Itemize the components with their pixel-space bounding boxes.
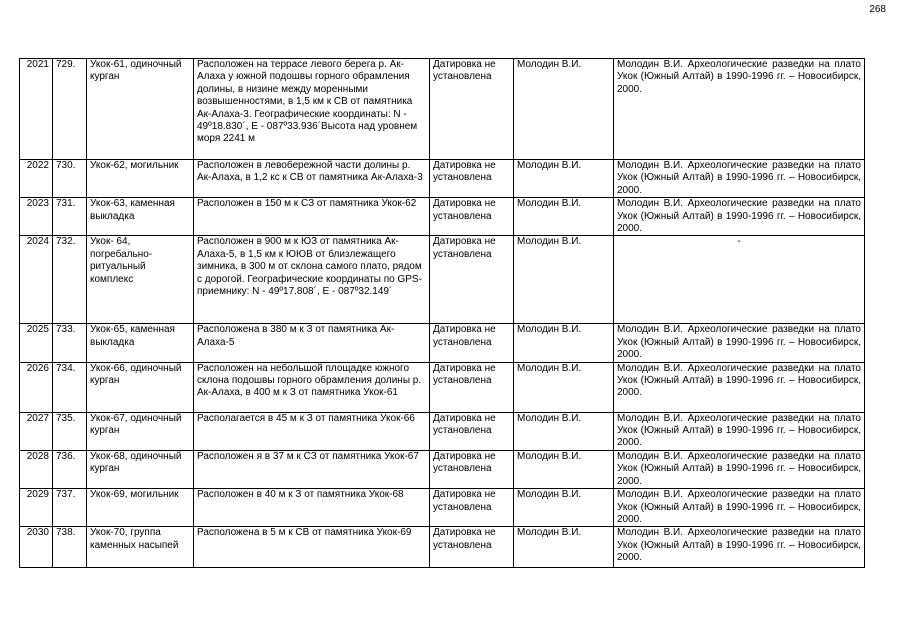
- registry-number: 2028: [20, 450, 53, 488]
- registry-number: 2027: [20, 412, 53, 450]
- monument-name: Укок-69, могильник: [87, 489, 194, 527]
- monument-source: Молодин В.И. Археологические разведки на плато Укок (Южный Алтай) в 1990-1996 гг. – Новосибирск, 2000.: [614, 324, 865, 362]
- monuments-table: [19, 58, 865, 568]
- monument-dating: Датировка не установлена: [430, 236, 514, 324]
- monument-name: Укок-70, группа каменных насыпей: [87, 527, 194, 568]
- table-row: [20, 160, 865, 198]
- monument-source: Молодин В.И. Археологические разведки на плато Укок (Южный Алтай) в 1990-1996 гг. – Новосибирск, 2000.: [614, 59, 865, 160]
- registry-number: 2022: [20, 160, 53, 198]
- monument-author: Молодин В.И.: [514, 450, 614, 488]
- monument-source: Молодин В.И. Археологические разведки на плато Укок (Южный Алтай) в 1990-1996 гг. – Новосибирск, 2000.: [614, 362, 865, 412]
- item-index: 735.: [53, 412, 87, 450]
- monument-author: Молодин В.И.: [514, 324, 614, 362]
- monument-name: Укок-66, одиночный курган: [87, 362, 194, 412]
- monument-location: Расположен я в 37 м к СЗ от памятника Укок-67: [194, 450, 430, 488]
- monument-source: Молодин В.И. Археологические разведки на плато Укок (Южный Алтай) в 1990-1996 гг. – Новосибирск, 2000.: [614, 450, 865, 488]
- table-row: [20, 324, 865, 362]
- monument-dating: Датировка не установлена: [430, 527, 514, 568]
- monument-source: Молодин В.И. Археологические разведки на плато Укок (Южный Алтай) в 1990-1996 гг. – Новосибирск, 2000.: [614, 489, 865, 527]
- monument-location: Расположена в 380 м к З от памятника Ак-Алаха-5: [194, 324, 430, 362]
- item-index: 734.: [53, 362, 87, 412]
- table-row: [20, 450, 865, 488]
- empty-source-dash: -: [737, 236, 741, 248]
- monument-source: Молодин В.И. Археологические разведки на плато Укок (Южный Алтай) в 1990-1996 гг. – Новосибирск, 2000.: [614, 160, 865, 198]
- item-index: 738.: [53, 527, 87, 568]
- table-row: [20, 236, 865, 324]
- monument-author: Молодин В.И.: [514, 412, 614, 450]
- monument-source: [614, 236, 865, 324]
- table-row: [20, 489, 865, 527]
- table-row: [20, 59, 865, 160]
- table-row: [20, 362, 865, 412]
- monument-author: Молодин В.И.: [514, 489, 614, 527]
- item-index: 731.: [53, 198, 87, 236]
- monument-location: Расположена в 5 м к СВ от памятника Укок-69: [194, 527, 430, 568]
- registry-number: 2026: [20, 362, 53, 412]
- registry-number: 2023: [20, 198, 53, 236]
- registry-number: 2030: [20, 527, 53, 568]
- monument-name: Укок-65, каменная выкладка: [87, 324, 194, 362]
- monument-name: Укок-63, каменная выкладка: [87, 198, 194, 236]
- monument-dating: Датировка не установлена: [430, 59, 514, 160]
- monument-dating: Датировка не установлена: [430, 198, 514, 236]
- monument-dating: Датировка не установлена: [430, 412, 514, 450]
- monument-location: Расположен на небольшой площадке южного склона подошвы горного обрамления долины р. Ак-Алаха, в 400 м к З от памятника Укок-61: [194, 362, 430, 412]
- item-index: 736.: [53, 450, 87, 488]
- monument-name: Укок-61, одиночный курган: [87, 59, 194, 160]
- table-row: [20, 198, 865, 236]
- registry-number: 2021: [20, 59, 53, 160]
- monument-author: Молодин В.И.: [514, 198, 614, 236]
- monument-source: Молодин В.И. Археологические разведки на плато Укок (Южный Алтай) в 1990-1996 гг. – Новосибирск, 2000.: [614, 527, 865, 568]
- item-index: 732.: [53, 236, 87, 324]
- item-index: 733.: [53, 324, 87, 362]
- monument-location: Расположен в 40 м к З от памятника Укок-68: [194, 489, 430, 527]
- monument-author: Молодин В.И.: [514, 362, 614, 412]
- monument-dating: Датировка не установлена: [430, 324, 514, 362]
- item-index: 729.: [53, 59, 87, 160]
- table-row: [20, 527, 865, 568]
- monument-name: Укок-67, одиночный курган: [87, 412, 194, 450]
- monument-location: Расположен в 150 м к СЗ от памятника Укок-62: [194, 198, 430, 236]
- registry-number: 2029: [20, 489, 53, 527]
- registry-number: 2025: [20, 324, 53, 362]
- monument-dating: Датировка не установлена: [430, 160, 514, 198]
- monument-location: Расположен в 900 м к ЮЗ от памятника Ак-Алаха-5, в 1,5 км к ЮЮВ от близлежащего зимника, в 300 м от склона самого плато, рядом с дорогой. Географические координаты по GPS-приемнику: N - 49º17.808´, E - 087º32.149´: [194, 236, 430, 324]
- monument-location: Расположен в левобережной части долины р. Ак-Алаха, в 1,2 кс к СВ от памятника Ак-Алаха-3: [194, 160, 430, 198]
- monument-name: Укок-62, могильник: [87, 160, 194, 198]
- monument-dating: Датировка не установлена: [430, 450, 514, 488]
- item-index: 737.: [53, 489, 87, 527]
- monument-dating: Датировка не установлена: [430, 489, 514, 527]
- table-row: [20, 412, 865, 450]
- monument-name: Укок- 64, погребально-ритуальный комплекс: [87, 236, 194, 324]
- registry-number: 2024: [20, 236, 53, 324]
- monument-location: Расположен на террасе левого берега р. Ак-Алаха у южной подошвы горного обрамления долины, в низине между моренными возвышенностями, в 1,5 км к СВ от памятника Ак-Алаха-3. Географические координаты: N - 49º18.830´, E - 087º33.936´Высота над уровнем моря 2241 м: [194, 59, 430, 160]
- monument-author: Молодин В.И.: [514, 527, 614, 568]
- monument-name: Укок-68, одиночный курган: [87, 450, 194, 488]
- monument-author: Молодин В.И.: [514, 160, 614, 198]
- monument-location: Располагается в 45 м к З от памятника Укок-66: [194, 412, 430, 450]
- monument-author: Молодин В.И.: [514, 236, 614, 324]
- page-number: 268: [869, 4, 886, 15]
- item-index: 730.: [53, 160, 87, 198]
- monument-source: Молодин В.И. Археологические разведки на плато Укок (Южный Алтай) в 1990-1996 гг. – Новосибирск, 2000.: [614, 412, 865, 450]
- monument-source: Молодин В.И. Археологические разведки на плато Укок (Южный Алтай) в 1990-1996 гг. – Новосибирск, 2000.: [614, 198, 865, 236]
- monument-dating: Датировка не установлена: [430, 362, 514, 412]
- monument-author: Молодин В.И.: [514, 59, 614, 160]
